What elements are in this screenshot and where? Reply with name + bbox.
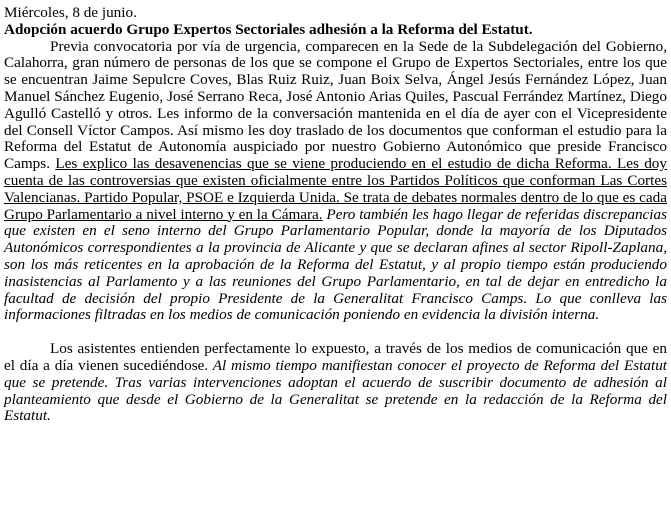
paragraph-first: [4, 39, 667, 325]
paragraph-first-normal-text: Previa convocatoria por vía de urgencia, comparecen en la Sede de la Subdelegación del Gobierno, Calahorra, gran número de personas de los que se compone el Grupo de Expertos Sectoriales, entre los que se encuentran Jaime Sepulcre Coves, Blas Ruiz Ruiz, Juan Boix Selva, Ángel Jesús Fernández López, Juan Manuel Sánchez Eugenio, José Serrano Reca, José Antonio Arias Quiles, Pascual Ferrández Martínez, Diego Agulló Castelló y otros. Les informo de la conversación mantenida en el día de ayer con el Vicepresidente del Consell Víctor Campos. Así mismo les doy traslado de los documentos que conforman el estudio para la Reforma del Estatut de Autonomía auspiciado por nuestro Gobierno Autonómico que preside Francisco Camps.: [4, 37, 667, 173]
paragraph-second-italic-text: Al mismo tiempo manifiestan conocer el proyecto de Reforma del Estatut que se pretende. Tras varias intervenciones adoptan el acuerdo de suscribir documento de adhesión al planteamiento que desde el Gobierno de la Generalitat se pretende en la redacción de la Reforma del Estatut.: [4, 356, 668, 425]
paragraph-first-underlined-text: Les explico las desavenencias que se viene produciendo en el estudio de dicha Reforma. Les doy cuenta de las controversias que existen oficialmente entre los Partidos Políticos que conforman Las Cortes Valencianas. Partido Popular, PSOE e Izquierda Unida. Se trata de debates normales dentro de lo que es cada Grupo Parlamentario a nivel interno y en la Cámara.: [4, 155, 667, 223]
paragraph-spacer: [4, 324, 667, 341]
paragraph-second: [4, 341, 667, 425]
document-title: Adopción acuerdo Grupo Expertos Sectoriales adhesión a la Reforma del Estatut.: [4, 20, 533, 38]
paragraph-first-italic-text: Pero también les hago llegar de referidas discrepancias que existen en el seno interno del Grupo Parlamentario Popular, donde la mayoría de los Diputados Autonómicos correspondientes a la provincia de Alicante y que se declaran afines al sector Ripoll-Zaplana, son los más reticentes en la aprobación de la Reforma del Estatut, y al propio tiempo están produciendo inasistencias al Parlamento y a las reuniones del Grupo Parlamentario, en tal de dejar en entredicho la facultad de decisión del propio Presidente de la Generalitat Francisco Camps. Lo que conlleva las informaciones filtradas en los medios de comunicación poniendo en evidencia la división interna.: [4, 205, 667, 324]
document-date: Miércoles, 8 de junio.: [4, 4, 137, 21]
paragraph-second-normal-text: Los asistentes entienden perfectamente lo expuesto, a través de los medios de comunicación que en el día a día vienen sucediéndose.: [4, 340, 667, 374]
document-page: [4, 5, 667, 425]
